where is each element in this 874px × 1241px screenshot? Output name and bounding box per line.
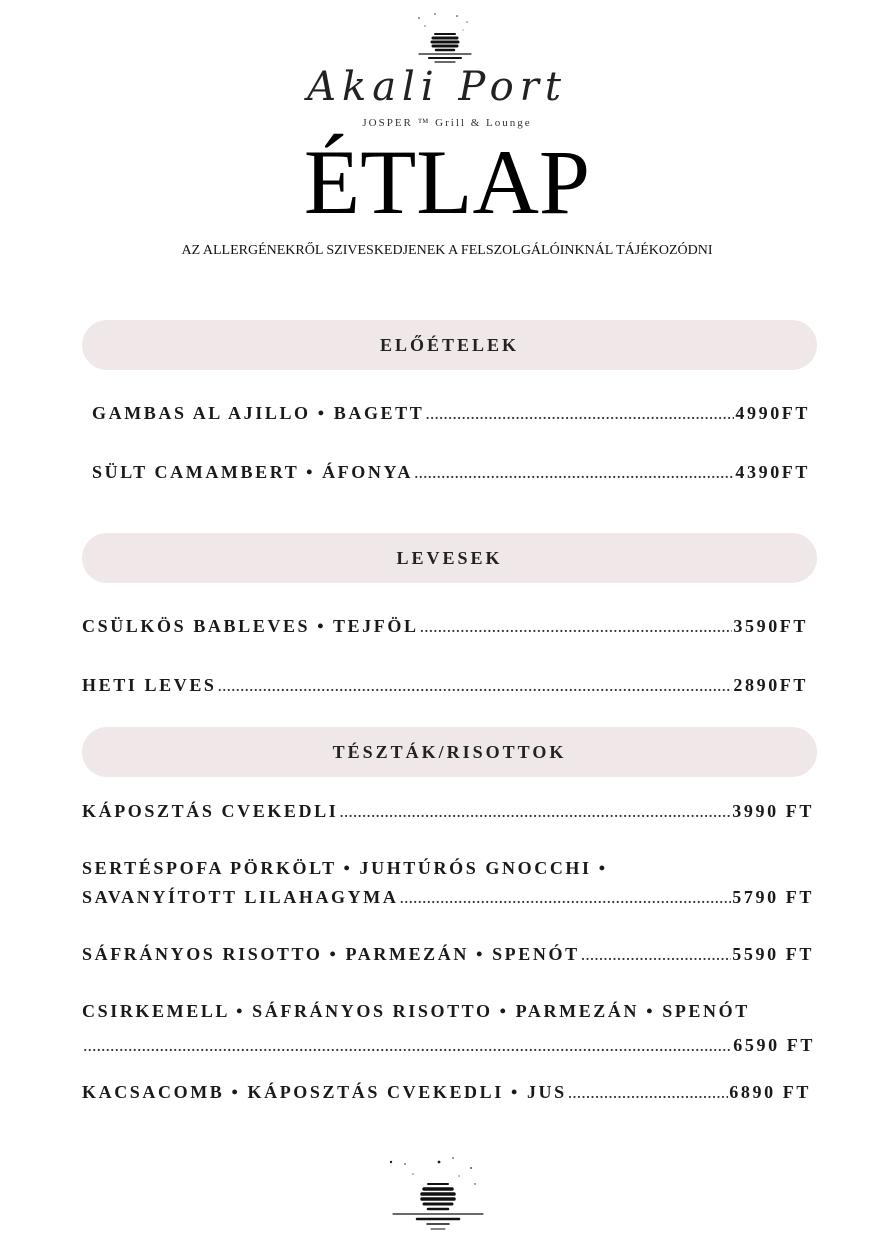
section-title: ELŐÉTELEK (379, 334, 520, 355)
sun-logo-bottom-icon (383, 1148, 493, 1236)
menu-item (92, 402, 810, 424)
menu-item (82, 674, 808, 696)
brand-subtitle: JOSPER ™ Grill & Lounge (362, 117, 532, 129)
menu-item-price: 3590FT (733, 616, 808, 636)
menu-item-price: 6590 FT (733, 1035, 815, 1055)
menu-item-name: GAMBAS AL AJILLO • BAGETT (92, 403, 425, 423)
section-header-eloetelek (82, 320, 817, 370)
menu-item (82, 1034, 815, 1056)
menu-item (82, 943, 814, 965)
brand-name: Akali Port (307, 64, 567, 110)
menu-item-name: HETI LEVES (82, 675, 217, 695)
menu-item-name: KACSACOMB • KÁPOSZTÁS CVEKEDLI • JUS (82, 1082, 567, 1102)
menu-item-name-line1: SERTÉSPOFA PÖRKÖLT • JUHTÚRÓS GNOCCHI • (82, 858, 608, 878)
allergen-note: AZ ALLERGÉNEKRŐL SZIVESKEDJENEK A FELSZOLGÁLÓINKNÁL TÁJÉKOZÓDNI (181, 243, 713, 258)
menu-item (92, 461, 810, 483)
menu-item-price: 6890 FT (729, 1082, 811, 1102)
section-title: LEVESEK (396, 547, 503, 568)
page-title: ÉTLAP (303, 131, 591, 233)
menu-item-name: SAVANYÍTOTT LILAHAGYMA (82, 887, 399, 907)
menu-item-price: 2890FT (733, 675, 808, 695)
menu-item-name: SÁFRÁNYOS RISOTTO • PARMEZÁN • SPENÓT (82, 944, 580, 964)
menu-item-price: 5790 FT (732, 887, 814, 907)
menu-item-price: 3990 FT (732, 801, 814, 821)
section-header-levesek (82, 533, 817, 583)
menu-item (82, 886, 814, 908)
section-header-tesztak-risottok (82, 727, 817, 777)
menu-item-name-line1: CSIRKEMELL • SÁFRÁNYOS RISOTTO • PARMEZÁN • SPENÓT (82, 1001, 750, 1021)
sun-logo-icon (405, 10, 485, 70)
menu-item-price: 5590 FT (732, 944, 814, 964)
section-title: TÉSZTÁK/RISOTTOK (332, 741, 567, 762)
menu-item-name: CSÜLKÖS BABLEVES • TEJFÖL (82, 616, 419, 636)
menu-item-price: 4990FT (735, 403, 810, 423)
menu-item-name: KÁPOSZTÁS CVEKEDLI (82, 801, 339, 821)
menu-item (82, 615, 808, 637)
menu-item (82, 1081, 811, 1103)
menu-item-name: SÜLT CAMAMBERT • ÁFONYA (92, 462, 414, 482)
menu-item (82, 800, 814, 822)
menu-item-price: 4390FT (735, 462, 810, 482)
